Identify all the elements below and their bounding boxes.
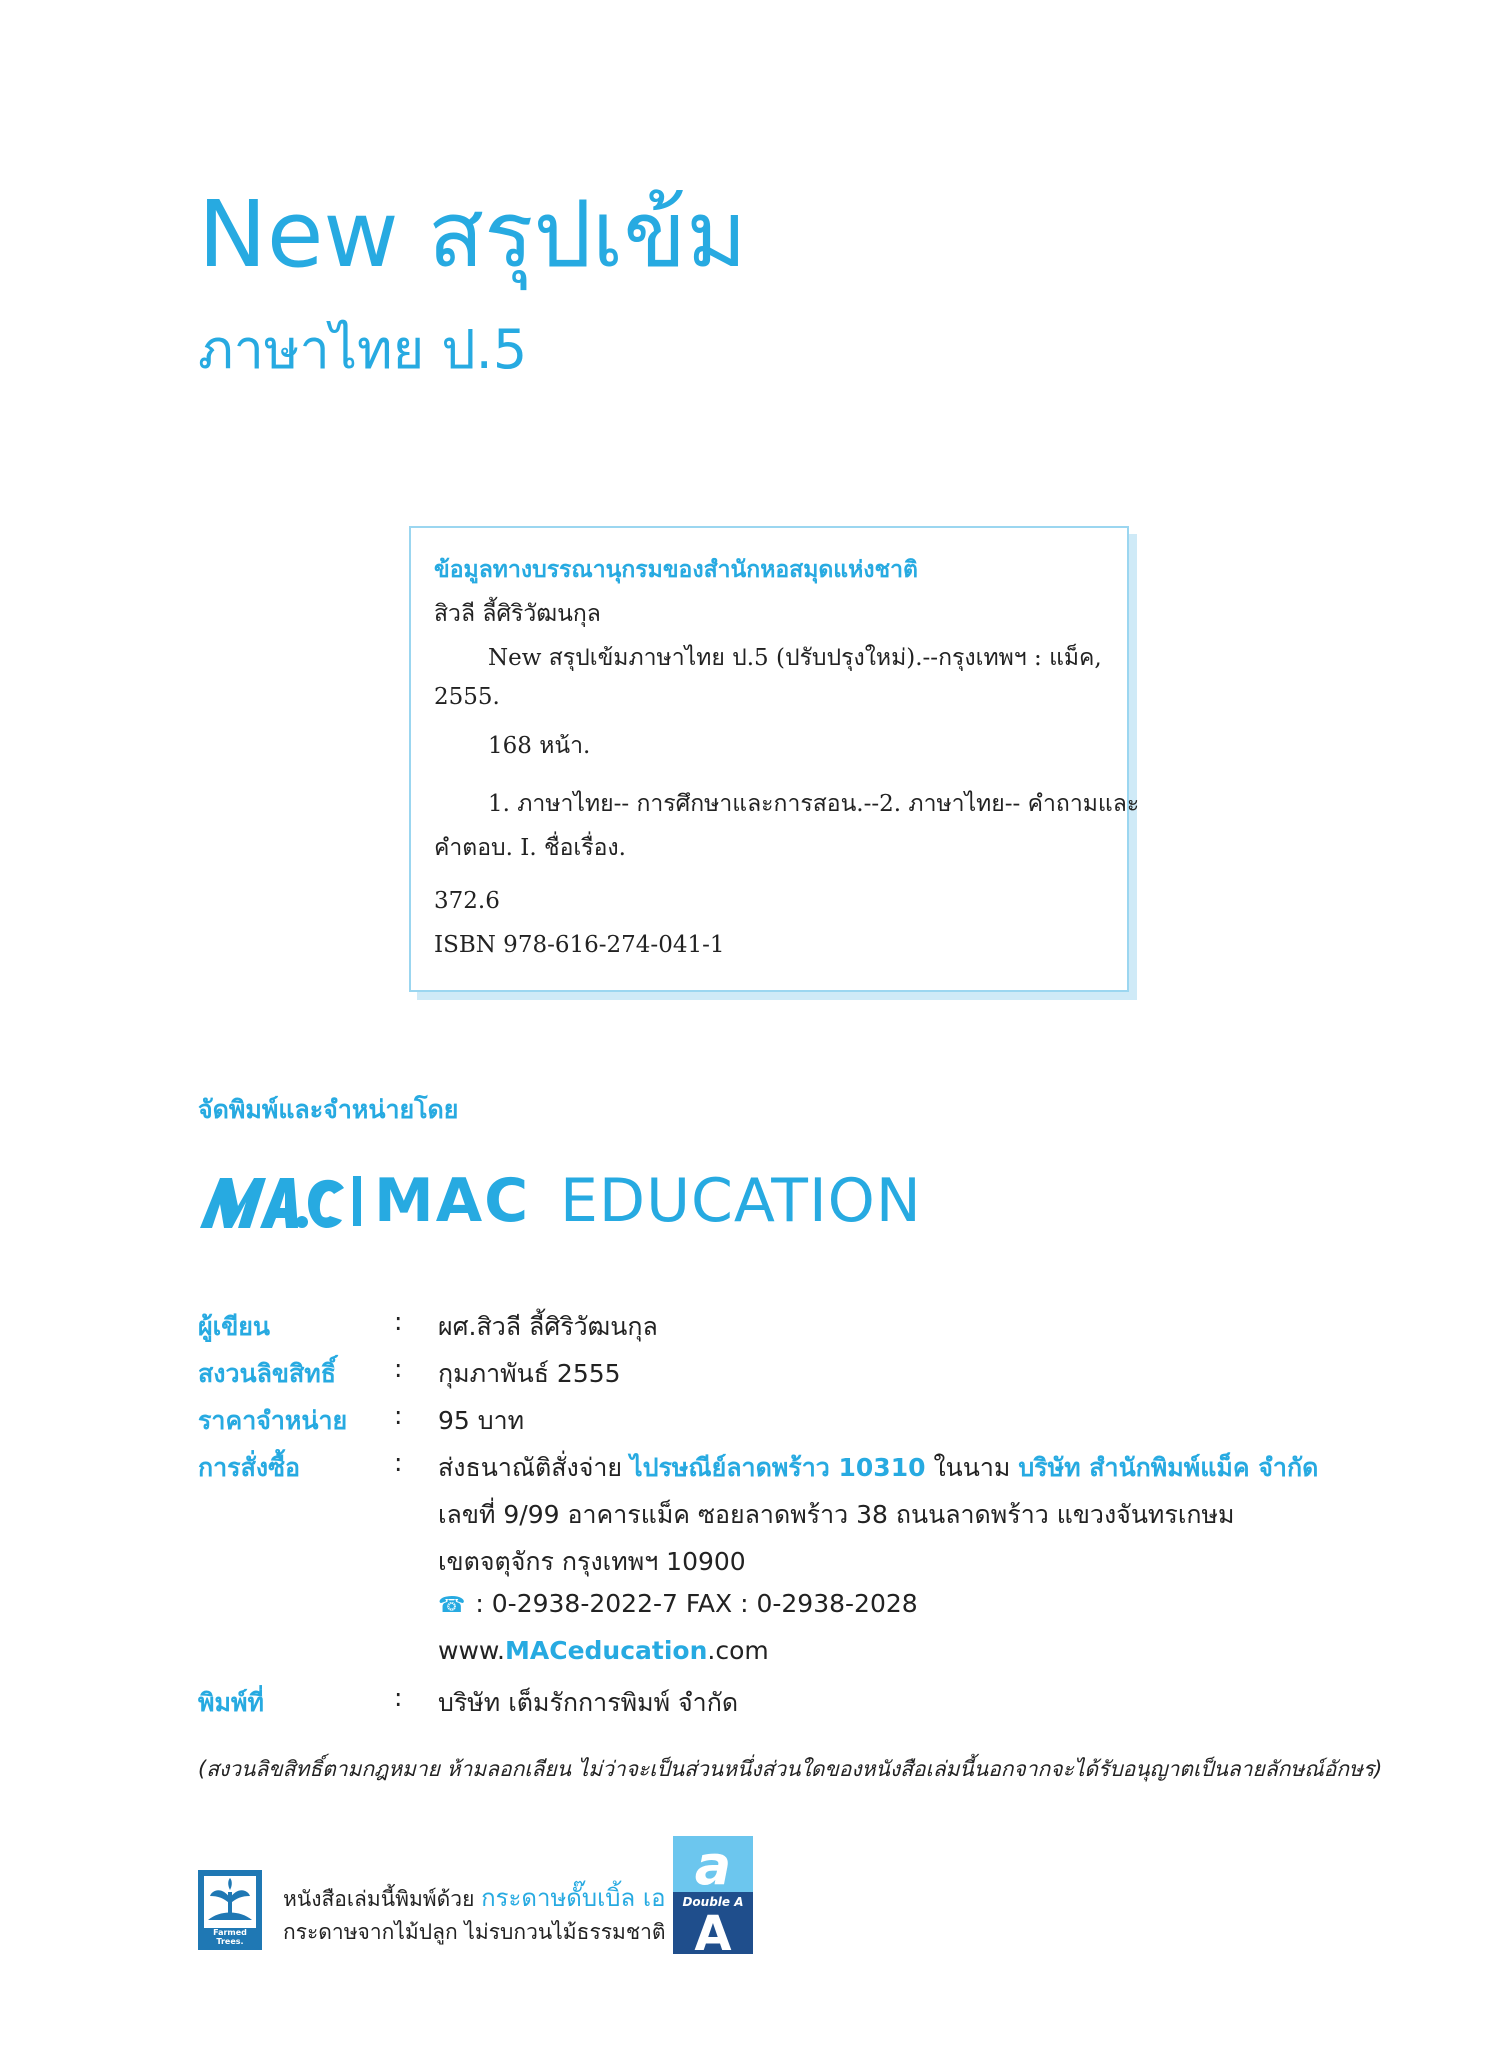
order-company: บริษัท สำนักพิมพ์แม็ค จำกัด xyxy=(1018,1453,1319,1482)
da-logo-text: Double A xyxy=(682,1895,744,1909)
order-prefix: ส่งธนาณัติสั่งจ่าย xyxy=(438,1453,623,1482)
colon: : xyxy=(394,1401,403,1430)
author-value: ผศ.สิวลี ลี้ศิริวัฒนกุล xyxy=(438,1312,658,1341)
web-prefix: www. xyxy=(438,1636,505,1665)
phone-icon: ☎ xyxy=(438,1593,466,1618)
paper-prefix: หนังสือเล่มนี้พิมพ์ด้วย xyxy=(283,1887,475,1911)
double-a-logo xyxy=(673,1836,753,1954)
book-title: New สรุปเข้ม xyxy=(198,181,747,288)
author-label: ผู้เขียน xyxy=(198,1312,271,1341)
web-brand: MACeducation xyxy=(505,1636,708,1665)
copyright-value: กุมภาพันธ์ 2555 xyxy=(438,1359,621,1388)
book-subtitle: ภาษาไทย ป.5 xyxy=(198,318,528,381)
price-value: 95 บาท xyxy=(438,1406,525,1435)
mac-logo-mark-icon xyxy=(198,1170,348,1232)
cip-subjects-line2: คำตอบ. I. ชื่อเรื่อง. xyxy=(434,835,626,861)
address-line2: เขตจตุจักร กรุงเทพฯ 10900 xyxy=(438,1547,746,1576)
colon: : xyxy=(394,1448,403,1477)
order-value xyxy=(438,1448,1318,1488)
order-mid: ในนาม xyxy=(933,1453,1011,1482)
publisher-label: จัดพิมพ์และจำหน่ายโดย xyxy=(198,1095,459,1124)
copyright-label: สงวนลิขสิทธิ์ xyxy=(198,1359,337,1388)
phone-fax-text: : 0-2938-2022-7 FAX : 0-2938-2028 xyxy=(475,1589,918,1618)
paper-line2: กระดาษจากไม้ปลูก ไม่รบกวนไม้ธรรมชาติ xyxy=(283,1920,666,1944)
colon: : xyxy=(394,1307,403,1336)
logo-divider xyxy=(353,1176,361,1226)
copyright-notice: (สงวนลิขสิทธิ์ตามกฎหมาย ห้ามลอกเลียน ไม่ว่าจะเป็นส่วนหนึ่งส่วนใดของหนังสือเล่มนี้นอกจากจะได้รับอนุญาตเป็นลายลักษณ์อักษร) xyxy=(198,1757,1383,1781)
pft-logo-text: Paper from Farmed Trees. xyxy=(204,1919,256,1946)
cip-subjects-line1: 1. ภาษาไทย-- การศึกษาและการสอน.--2. ภาษาไทย-- คำถามและ xyxy=(488,791,1140,817)
address-line1: เลขที่ 9/99 อาคารแม็ค ซอยลาดพร้าว 38 ถนนลาดพร้าว แขวงจันทรเกษม xyxy=(438,1500,1235,1529)
cip-heading: ข้อมูลทางบรรณานุกรมของสำนักหอสมุดแห่งชาติ xyxy=(434,556,918,583)
order-post-office: ไปรษณีย์ลาดพร้าว 10310 xyxy=(630,1453,926,1482)
cip-entry-line2: 2555. xyxy=(434,684,500,710)
logo-mac-text: MAC xyxy=(374,1166,531,1236)
order-label: การสั่งซื้อ xyxy=(198,1453,301,1482)
website-link[interactable] xyxy=(438,1636,769,1665)
svg-text:A: A xyxy=(694,1906,732,1954)
logo-education-text: EDUCATION xyxy=(560,1166,922,1236)
colon: : xyxy=(394,1683,403,1712)
price-label: ราคาจำหน่าย xyxy=(198,1406,348,1435)
cip-box xyxy=(409,526,1140,992)
cip-pages: 168 หน้า. xyxy=(488,733,591,759)
printer-value: บริษัท เต็มรักการพิมพ์ จำกัด xyxy=(438,1688,739,1717)
printer-label: พิมพ์ที่ xyxy=(198,1688,264,1717)
paper-from-farmed-trees-logo xyxy=(198,1870,262,1950)
paper-brand: กระดาษดั๊บเบิ้ล เอ xyxy=(481,1884,666,1912)
svg-text:a: a xyxy=(694,1836,732,1897)
cip-entry-line1: New สรุปเข้มภาษาไทย ป.5 (ปรับปรุงใหม่).--กรุงเทพฯ : แม็ค, xyxy=(488,645,1102,671)
colon: : xyxy=(394,1354,403,1383)
cip-author: สิวลี ลี้ศิริวัฒนกุล xyxy=(434,601,601,627)
paper-line1 xyxy=(283,1878,665,1917)
cip-classification: 372.6 xyxy=(434,888,500,914)
phone-line xyxy=(438,1589,918,1618)
web-suffix: .com xyxy=(707,1636,769,1665)
cip-isbn: ISBN 978-616-274-041-1 xyxy=(434,932,725,958)
